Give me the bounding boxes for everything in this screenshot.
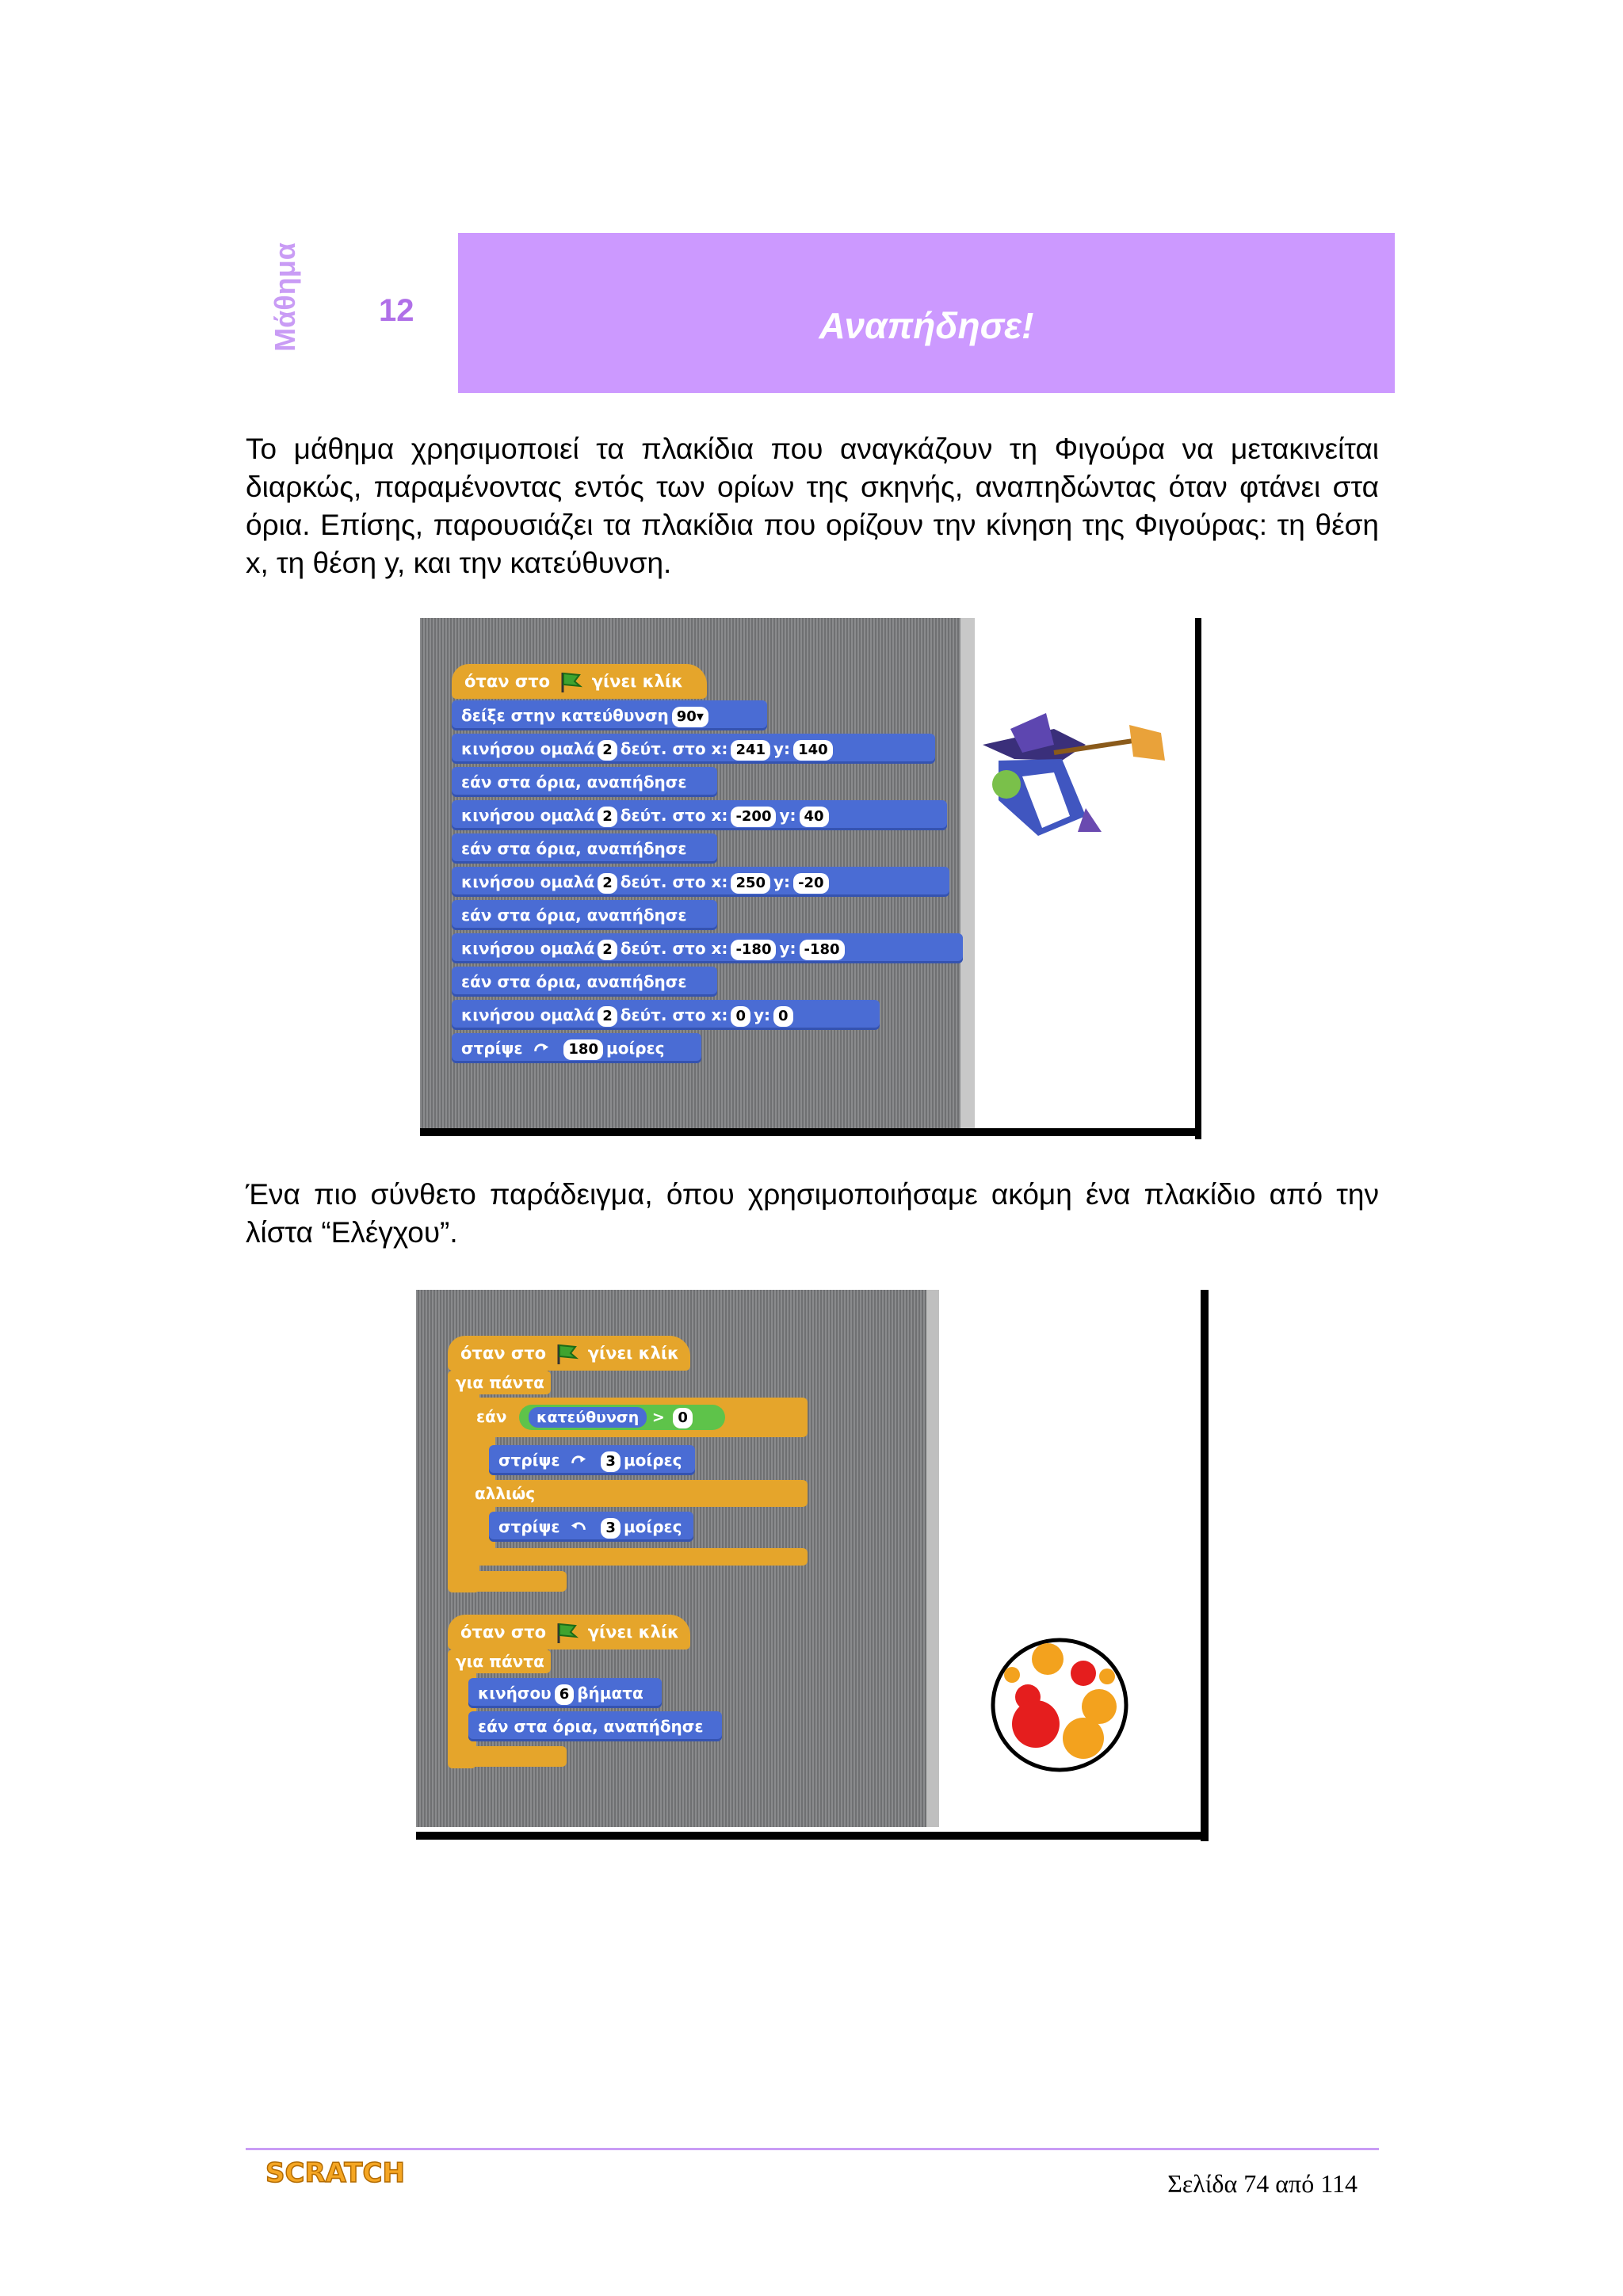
green-flag-icon (555, 1621, 579, 1645)
bounce-block[interactable]: εάν στα όρια, αναπήδησε (452, 967, 717, 997)
turn-right-block[interactable] (489, 1445, 695, 1475)
forever-label: για πάντα (448, 1650, 551, 1673)
block-label: y: (773, 739, 791, 758)
block-label: δείξε στην κατεύθυνση (461, 706, 669, 725)
block-label: μοίρες (605, 1039, 665, 1058)
block-label: δεύτ. στο x: (620, 739, 728, 758)
block-label: μοίρες (623, 1451, 682, 1470)
bounce-block[interactable]: εάν στα όρια, αναπήδησε (452, 833, 717, 864)
x-value[interactable]: 241 (731, 740, 770, 761)
when-flag-clicked-block[interactable] (452, 664, 707, 699)
second-paragraph: Ένα πιο σύνθετο παράδειγμα, όπου χρησιμοποιήσαμε ακόμη ένα πλακίδιο από την λίστα “Ελέγχου”. (246, 1178, 1379, 1249)
hat-label: γίνει κλίκ (587, 1623, 679, 1642)
x-value[interactable]: -180 (731, 940, 776, 960)
y-value[interactable]: -20 (793, 873, 829, 894)
frame-right (1201, 1290, 1209, 1841)
secs-value[interactable]: 2 (598, 1006, 617, 1027)
block-label: δεύτ. στο x: (620, 1005, 728, 1024)
block-label: y: (753, 1005, 771, 1024)
point-direction-block[interactable] (452, 700, 767, 730)
compare-value[interactable]: 0 (673, 1408, 693, 1428)
hat-label: όταν στο (464, 672, 551, 691)
block-label: y: (779, 806, 796, 825)
block-label: y: (779, 939, 796, 958)
secs-value[interactable]: 2 (598, 740, 617, 761)
block-label: κινήσου (478, 1684, 552, 1703)
scratch-logo (264, 2150, 405, 2190)
block-label: στρίψε (461, 1039, 523, 1058)
move-block[interactable] (468, 1678, 662, 1708)
block-label: κινήσου ομαλά (461, 1005, 595, 1024)
block-label: κινήσου ομαλά (461, 939, 595, 958)
direction-reporter[interactable]: κατεύθυνση (529, 1407, 647, 1428)
y-value[interactable]: 0 (773, 1006, 793, 1027)
scrollbar (926, 1290, 939, 1827)
frame-right (1195, 618, 1201, 1139)
degrees-value[interactable]: 180 (563, 1039, 603, 1060)
turn-counterclockwise-icon (570, 1518, 587, 1539)
secs-value[interactable]: 2 (598, 807, 617, 827)
block-label: κινήσου ομαλά (461, 739, 595, 758)
block-label: στρίψε (498, 1451, 560, 1470)
gt-symbol: > (651, 1409, 665, 1426)
block-label: κινήσου ομαλά (461, 872, 595, 891)
x-value[interactable]: 0 (731, 1006, 750, 1027)
hat-label: γίνει κλίκ (587, 1344, 679, 1363)
if-else-bottom (467, 1548, 808, 1566)
glide-block[interactable] (452, 734, 935, 764)
secs-value[interactable]: 2 (598, 940, 617, 960)
y-value[interactable]: -180 (800, 940, 845, 960)
turn-block[interactable] (452, 1033, 701, 1063)
when-flag-clicked-block[interactable] (448, 1615, 690, 1650)
secs-value[interactable]: 2 (598, 873, 617, 894)
y-value[interactable]: 140 (793, 740, 833, 761)
bounce-block[interactable]: εάν στα όρια, αναπήδησε (468, 1711, 722, 1741)
scrollbar (960, 618, 975, 1128)
page-title: Αναπήδησε! (819, 305, 1034, 346)
svg-text:SCRATCH: SCRATCH (265, 2157, 405, 2189)
when-flag-clicked-block[interactable] (448, 1336, 690, 1371)
glide-block[interactable] (452, 800, 947, 830)
block-label: μοίρες (623, 1517, 682, 1536)
else-label: αλλιώς (467, 1480, 808, 1507)
block-label: δεύτ. στο x: (620, 806, 728, 825)
bounce-block[interactable]: εάν στα όρια, αναπήδησε (452, 767, 717, 797)
frame-bottom (420, 1128, 1201, 1136)
degrees-value[interactable]: 3 (601, 1518, 621, 1539)
bounce-block[interactable]: εάν στα όρια, αναπήδησε (452, 900, 717, 930)
y-value[interactable]: 40 (800, 807, 829, 827)
x-value[interactable]: 250 (731, 873, 770, 894)
footer-rule (246, 2148, 1379, 2150)
hat-label: όταν στο (460, 1344, 547, 1363)
green-flag-icon (555, 1342, 579, 1366)
lesson-word: Μάθημα (269, 242, 301, 352)
turn-clockwise-icon (533, 1039, 550, 1060)
screenshot-2 (416, 1290, 1209, 1841)
glide-block[interactable] (452, 933, 963, 963)
lesson-number: 12 (379, 293, 414, 328)
page-number: Σελίδα 74 από 114 (1167, 2169, 1358, 2198)
direction-value[interactable]: 90▾ (672, 707, 708, 727)
lesson-label (262, 230, 309, 364)
glide-block[interactable] (452, 1000, 880, 1030)
block-label: δεύτ. στο x: (620, 872, 728, 891)
screenshot-1 (420, 618, 1201, 1139)
block-label: στρίψε (498, 1517, 560, 1536)
green-flag-icon (559, 670, 582, 694)
ball-sprite-icon (988, 1635, 1131, 1775)
steps-value[interactable]: 6 (555, 1684, 575, 1705)
turn-clockwise-icon (570, 1451, 587, 1472)
hat-label: γίνει κλίκ (591, 672, 683, 691)
glide-block[interactable] (452, 867, 949, 897)
block-label: δεύτ. στο x: (620, 939, 728, 958)
hat-label: όταν στο (460, 1623, 547, 1642)
x-value[interactable]: -200 (731, 807, 776, 827)
forever-bottom (448, 1746, 567, 1767)
turn-left-block[interactable] (489, 1512, 693, 1542)
frame-bottom (416, 1832, 1209, 1840)
witch-sprite-icon (967, 697, 1173, 848)
intro-paragraph: Το μάθημα χρησιμοποιεί τα πλακίδια που αναγκάζουν τη Φιγούρα να μετακινείται διαρκώς, παραμένοντας εντός των ορίων της σκηνής, αναπηδώντας όταν φτάνει στα όρια. Επίσης, παρουσιάζει τα πλακίδια που ορίζουν την κίνηση της Φιγούρας: τη θέση x, τη θέση y, και την κατεύθυνση. (246, 433, 1379, 579)
if-label: εάν (476, 1407, 507, 1426)
block-label: βήματα (577, 1684, 643, 1703)
block-label: κινήσου ομαλά (461, 806, 595, 825)
forever-label: για πάντα (448, 1371, 551, 1394)
block-label: y: (773, 872, 791, 891)
greater-than-operator[interactable] (519, 1405, 725, 1430)
degrees-value[interactable]: 3 (601, 1451, 621, 1472)
title-banner (458, 233, 1395, 393)
forever-bottom (448, 1571, 567, 1592)
